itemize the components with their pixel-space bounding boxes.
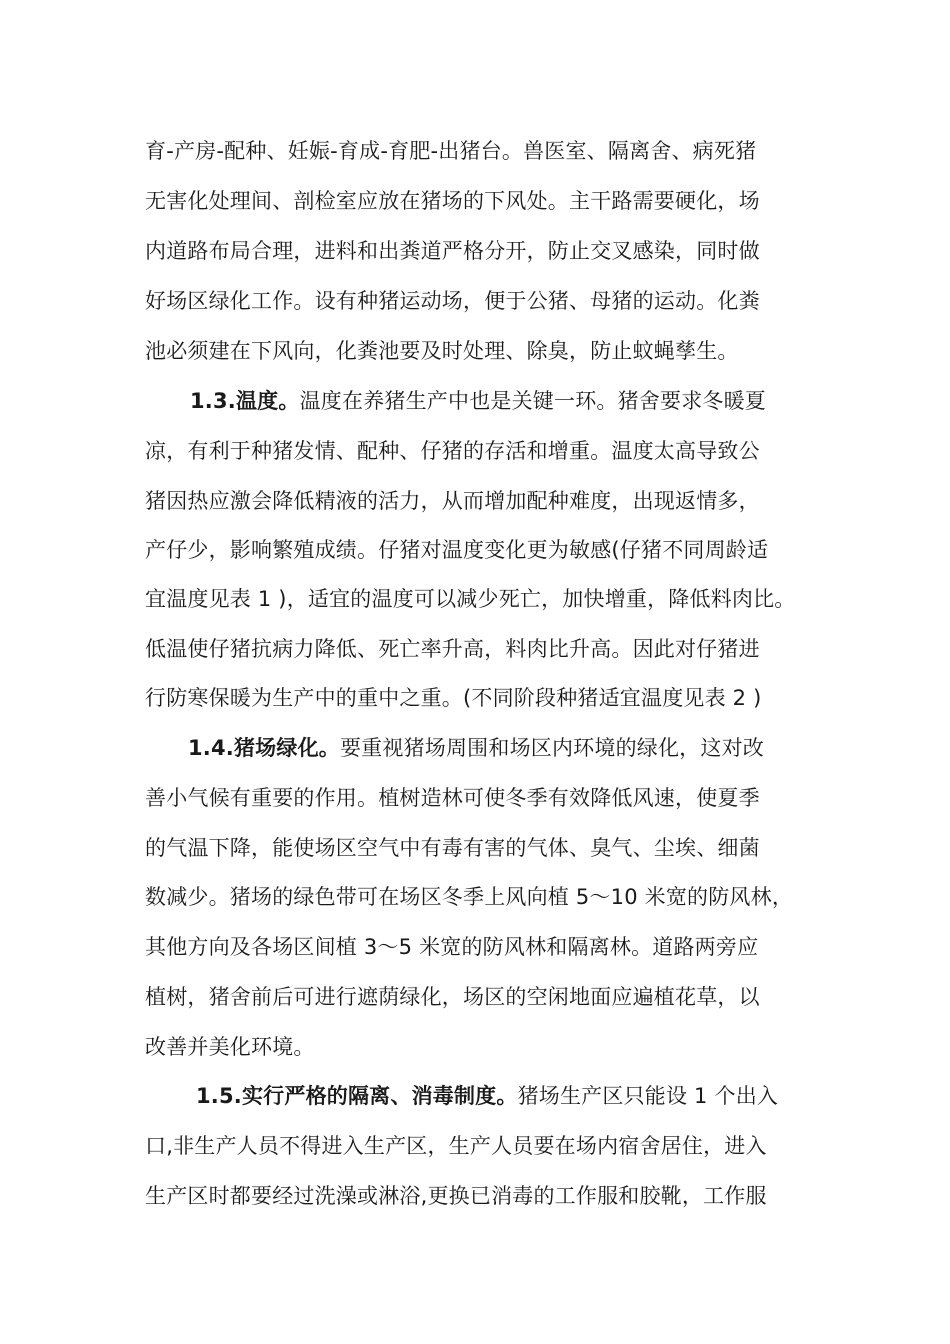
body-text-line: 猪因热应激会降低精液的活力，从而增加配种难度，出现返情多， bbox=[145, 489, 760, 513]
body-text-line: 口,非生产人员不得进入生产区，生产人员要在场内宿舍居住，进入 bbox=[145, 1134, 767, 1158]
body-text-line: 宜温度见表 1 )，适宜的温度可以减少死亡，加快增重，降低料肉比。 bbox=[145, 587, 796, 611]
body-text-line: 低温使仔猪抗病力降低、死亡率升高，料肉比升高。因此对仔猪进 bbox=[145, 637, 760, 661]
section-heading-1-3: 1.3.温度。 bbox=[190, 389, 300, 413]
section-1-3-paragraph-start bbox=[190, 386, 766, 416]
body-text-line: 凉，有利于种猪发情、配种、仔猪的存活和增重。温度太高导致公 bbox=[145, 439, 760, 463]
body-text-line: 善小气候有重要的作用。植树造林可使冬季有效降低风速，使夏季 bbox=[145, 786, 760, 810]
body-text-line: 育-产房-配种、妊娠-育成-育肥-出猪台。兽医室、隔离舍、病死猪 bbox=[145, 139, 757, 163]
body-text-line: 生产区时都要经过洗澡或淋浴,更换已消毒的工作服和胶靴，工作服 bbox=[145, 1184, 767, 1208]
section-heading-1-5: 1.5.实行严格的隔离、消毒制度。 bbox=[196, 1084, 518, 1108]
body-text-line: 行防寒保暖为生产中的重中之重。(不同阶段种猪适宜温度见表 2 ) bbox=[145, 686, 762, 710]
body-text-line: 的气温下降，能使场区空气中有毒有害的气体、臭气、尘埃、细菌 bbox=[145, 836, 760, 860]
section-heading-1-4: 1.4.猪场绿化。 bbox=[188, 736, 340, 760]
body-text-run: 温度在养猪生产中也是关键一环。猪舍要求冬暖夏 bbox=[299, 389, 766, 413]
body-text-line: 植树，猪舍前后可进行遮荫绿化，场区的空闲地面应遍植花草，以 bbox=[145, 985, 760, 1009]
body-text-line: 好场区绿化工作。设有种猪运动场，便于公猪、母猪的运动。化粪 bbox=[145, 289, 760, 313]
section-1-4-paragraph-start bbox=[188, 733, 764, 763]
section-1-5-paragraph-start bbox=[196, 1081, 778, 1111]
body-text-line: 数减少。猪场的绿色带可在场区冬季上风向植 5～10 米宽的防风林， bbox=[145, 885, 794, 909]
body-text-line: 改善并美化环境。 bbox=[145, 1035, 315, 1059]
body-text-line: 产仔少，影响繁殖成绩。仔猪对温度变化更为敏感(仔猪不同周龄适 bbox=[145, 538, 769, 562]
body-text-line: 内道路布局合理，进料和出粪道严格分开，防止交叉感染，同时做 bbox=[145, 239, 760, 263]
body-text-line: 无害化处理间、剖检室应放在猪场的下风处。主干路需要硬化，场 bbox=[145, 189, 760, 213]
body-text-run: 猪场生产区只能设 1 个出入 bbox=[517, 1084, 779, 1108]
body-text-run: 要重视猪场周围和场区内环境的绿化，这对改 bbox=[339, 736, 764, 760]
body-text-line: 池必须建在下风向，化粪池要及时处理、除臭，防止蚊蝇孳生。 bbox=[145, 339, 739, 363]
body-text-line: 其他方向及各场区间植 3～5 米宽的防风林和隔离林。道路两旁应 bbox=[145, 935, 759, 959]
